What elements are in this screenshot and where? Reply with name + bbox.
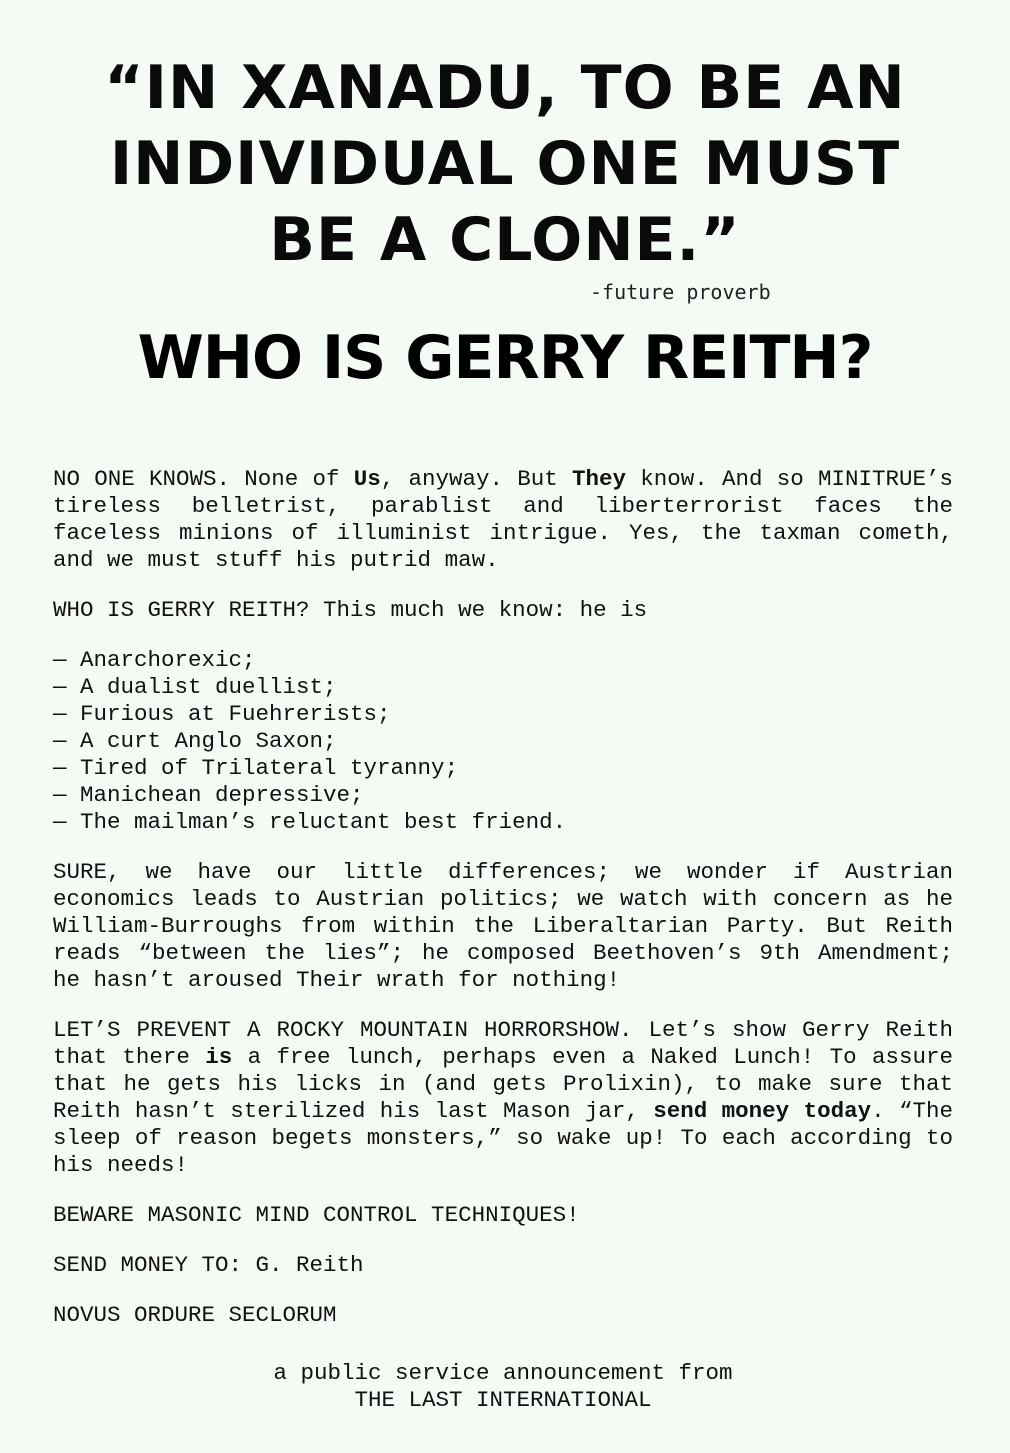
quote-line: INDIVIDUAL ONE MUST: [109, 129, 901, 199]
quote-attribution: -future proverb: [590, 280, 771, 304]
quote-line: BE A CLONE.”: [269, 205, 741, 275]
flyer-body: [53, 466, 953, 1352]
emphasis-us: Us: [353, 466, 381, 492]
list-item: — Anarchorexic;: [53, 647, 256, 673]
list-item: — Manichean depressive;: [53, 782, 364, 808]
list-item: — A curt Anglo Saxon;: [53, 728, 337, 754]
footer: [53, 1360, 953, 1414]
paragraph-differences: SURE, we have our little differences; we wonder if Austrian economics leads to Austrian politics; we watch with concern as he William-Burroughs from within the Liberaltarian Party. But Reith reads “between the lies”; he composed Beethoven’s 9th Amendment; he hasn’t aroused Their wrath for nothing!: [53, 859, 953, 993]
list-item: — A dualist duellist;: [53, 674, 337, 700]
paragraph-who-is: WHO IS GERRY REITH? This much we know: he is: [53, 597, 648, 623]
proverb-quote: [0, 50, 1010, 278]
emphasis-send-money: send money today: [653, 1098, 872, 1124]
list-item: — The mailman’s reluctant best friend.: [53, 809, 567, 835]
quote-line: “IN XANADU, TO BE AN: [104, 53, 906, 123]
headline: WHO IS GERRY REITH?: [137, 323, 873, 393]
list-item: — Furious at Fuehrerists;: [53, 701, 391, 727]
traits-list: [53, 647, 953, 836]
footer-line: a public service announcement from: [273, 1360, 733, 1386]
emphasis-they: They: [571, 466, 626, 492]
paragraph-beware: BEWARE MASONIC MIND CONTROL TECHNIQUES!: [53, 1202, 580, 1228]
paragraph-motto: NOVUS ORDURE SECLORUM: [53, 1302, 337, 1328]
list-item: — Tired of Trilateral tyranny;: [53, 755, 459, 781]
paragraph-intro: NO ONE KNOWS. None of Us, anyway. But They know. And so MINITRUE’s tireless belletrist, parablist and liberterrorist faces the faceless minions of illuminist intrigue. Yes, the taxman cometh, and we must stuff his putrid maw.: [53, 466, 953, 573]
paragraph-appeal: LET’S PREVENT A ROCKY MOUNTAIN HORRORSHOW. Let’s show Gerry Reith that there is a free lunch, perhaps even a Naked Lunch! To assure that he gets his licks in (and gets Prolixin), to make sure that Reith hasn’t sterilized his last Mason jar, send money today. “The sleep of reason begets monsters,” so wake up! To each according to his needs!: [53, 1017, 953, 1178]
paragraph-send-money: SEND MONEY TO: G. Reith: [53, 1252, 364, 1278]
footer-organization: THE LAST INTERNATIONAL: [354, 1387, 652, 1413]
emphasis-is: is: [205, 1044, 233, 1070]
